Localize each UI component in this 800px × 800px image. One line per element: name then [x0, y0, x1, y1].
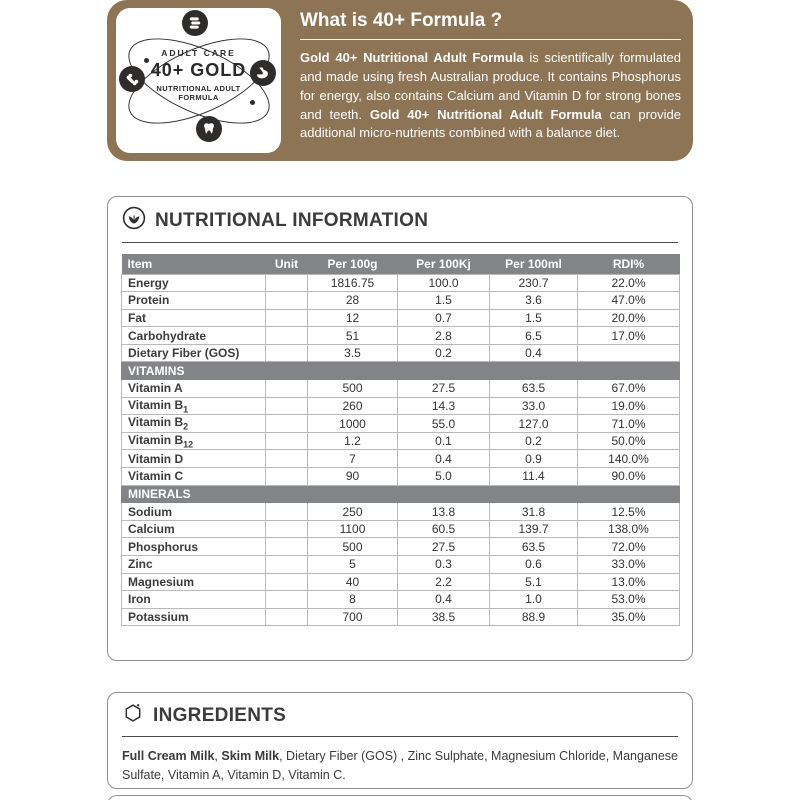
leaf-icon: [122, 206, 146, 235]
brand-logo: [116, 8, 281, 153]
brand-name: 40+ GOLD: [150, 60, 247, 80]
table-row: Vitamin A 500 27.5 63.5 67.0%: [122, 380, 680, 398]
table-row: Carbohydrate 51 2.8 6.5 17.0%: [122, 327, 680, 345]
col-header-item: Item: [122, 254, 266, 274]
table-row: Sodium 250 13.8 31.8 12.5%: [122, 503, 680, 521]
table-row: Vitamin D 7 0.4 0.9 140.0%: [122, 450, 680, 468]
col-header-per100ml: Per 100ml: [490, 254, 578, 274]
hexagon-icon: [122, 702, 144, 729]
tooth-icon: [196, 116, 222, 142]
table-row: Vitamin $B_{12}$ 1.2 0.1 0.2 50.0%: [122, 432, 680, 450]
table-row: Dietary Fiber (GOS) 3.5 0.2 0.4: [122, 344, 680, 362]
nutrition-card: [107, 196, 693, 661]
about-title: What is 40+ Formula ?: [300, 10, 503, 31]
col-header-unit: Unit: [266, 254, 308, 274]
about-section: [300, 9, 681, 143]
table-row: Vitamin C 90 5.0 11.4 90.0%: [122, 468, 680, 486]
ingredients-card: [107, 692, 693, 789]
table-row: Fat 12 0.7 1.5 20.0%: [122, 309, 680, 327]
table-row: Zinc 5 0.3 0.6 33.0%: [122, 556, 680, 574]
col-header-per100kj: Per 100Kj: [398, 254, 490, 274]
table-section-row: VITAMINS: [122, 362, 680, 380]
brand-subtitle-2: FORMULA: [178, 93, 219, 103]
brand-logo-text: [116, 48, 281, 103]
col-header-rdi: RDI%: [578, 254, 680, 274]
table-row: Protein 28 1.5 3.6 47.0%: [122, 292, 680, 310]
header-banner: [107, 0, 693, 161]
col-header-per100g: Per 100g: [308, 254, 398, 274]
table-row: Energy 1816.75 100.0 230.7 22.0%: [122, 274, 680, 292]
table-row: Vitamin $B_2$ 1000 55.0 127.0 71.0%: [122, 415, 680, 433]
table-section-row: MINERALS: [122, 485, 680, 503]
nutrition-table: [121, 254, 680, 626]
nutrition-card-header: [108, 197, 692, 235]
section-divider: [122, 736, 678, 737]
table-row: Vitamin $B_1$ 260 14.3 33.0 19.0%: [122, 397, 680, 415]
table-row: Magnesium 40 2.2 5.1 13.0%: [122, 573, 680, 591]
brand-tagline: ADULT CARE: [161, 48, 236, 58]
table-row: Iron 8 0.4 1.0 53.0%: [122, 591, 680, 609]
about-paragraph: Gold 40+ Nutritional Adult Formula is scientifically formulated and made using fresh Australian produce. It contains Phosphorus for energy, also contains Calcium and Vitamin D for strong bones and teeth. Gold 40+ Nutritional Adult Formula can provide additional micro-nutrients combined with a balance diet.: [300, 50, 682, 141]
ingredients-paragraph: Full Cream Milk, Skim Milk, Dietary Fiber (GOS) , Zinc Sulphate, Magnesium Chloride, Manganese Sulfate, Vitamin A, Vitamin D, Vitamin C.: [122, 749, 678, 782]
ingredients-card-header: [108, 693, 692, 729]
nutrition-table-body: [122, 274, 680, 626]
section-divider: [122, 242, 678, 243]
title-underline: [300, 39, 681, 40]
milk-stack-icon: [182, 10, 208, 36]
next-card-stub: [107, 795, 693, 800]
table-header-row: [122, 254, 680, 274]
table-row: Potassium 700 38.5 88.9 35.0%: [122, 608, 680, 626]
ingredients-title: INGREDIENTS: [153, 704, 287, 726]
table-row: Calcium 1100 60.5 139.7 138.0%: [122, 520, 680, 538]
table-row: Phosphorus 500 27.5 63.5 72.0%: [122, 538, 680, 556]
nutrition-title: NUTRITIONAL INFORMATION: [155, 209, 429, 231]
brand-subtitle-1: NUTRITIONAL ADULT: [156, 84, 241, 93]
